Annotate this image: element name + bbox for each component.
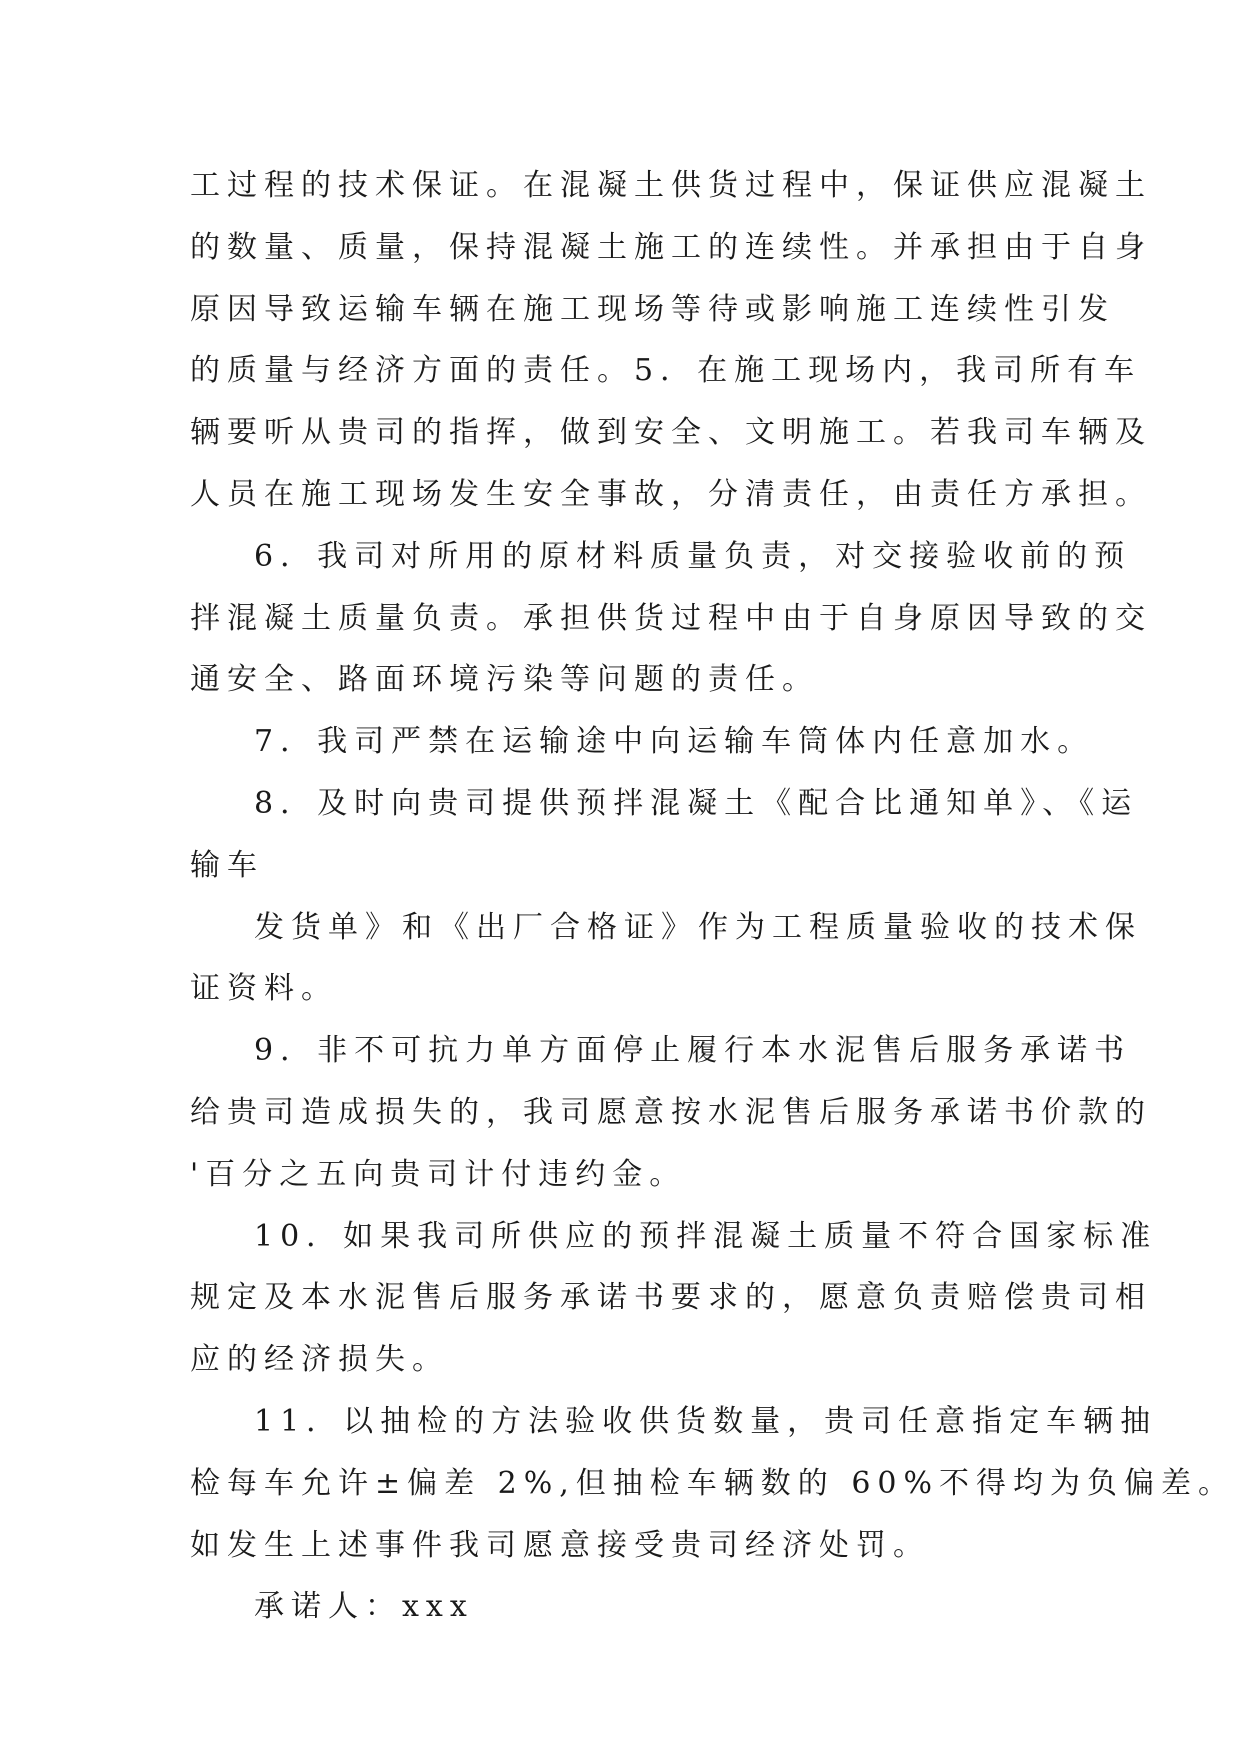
text-line: 输车 [190,847,264,883]
text-line: 给贵司造成损失的，我司愿意按水泥售后服务承诺书价款的 [190,1094,1152,1130]
paragraph-item-9: 9．非不可抗力单方面停止履行本水泥售后服务承诺书 [254,1033,1132,1069]
signatory-line: 承诺人：xxx [254,1589,474,1625]
text-line: 的数量、质量，保持混凝土施工的连续性。并承担由于自身 [190,229,1152,265]
paragraph-item-6: 6．我司对所用的原材料质量负责，对交接验收前的预 [254,538,1132,574]
text-line: 人员在施工现场发生安全事故，分清责任，由责任方承担。 [190,476,1152,512]
paragraph-item-8: 8．及时向贵司提供预拌混凝土《配合比通知单》、《运 [254,785,1139,821]
document-body [190,155,1236,1638]
text-line: 证资料。 [190,971,338,1007]
text-line: 辆要听从贵司的指挥，做到安全、文明施工。若我司车辆及 [190,415,1152,451]
text-line: 如发生上述事件我司愿意接受贵司经济处罚。 [190,1527,930,1563]
paragraph-item-11: 11．以抽检的方法验收供货数量，贵司任意指定车辆抽 [254,1403,1158,1439]
text-line: 通安全、路面环境污染等问题的责任。 [190,662,819,698]
text-line: 发货单》和《出厂合格证》作为工程质量验收的技术保 [254,909,1142,945]
text-line: 的质量与经济方面的责任。5．在施工现场内，我司所有车 [190,353,1142,389]
text-line: 规定及本水泥售后服务承诺书要求的，愿意负责赔偿贵司相 [190,1280,1152,1316]
text-line: '百分之五向贵司计付违约金。 [190,1156,687,1192]
text-line: 检每车允许±偏差 2%,但抽检车辆数的 60%不得均为负偏差。 [190,1465,1236,1501]
text-line: 工过程的技术保证。在混凝土供货过程中，保证供应混凝土 [190,168,1152,203]
text-line: 原因导致运输车辆在施工现场等待或影响施工连续性引发 [190,291,1115,327]
paragraph-item-7: 7．我司严禁在运输途中向运输车筒体内任意加水。 [254,724,1095,760]
text-line: 拌混凝土质量负责。承担供货过程中由于自身原因导致的交 [190,600,1152,636]
text-line: 应的经济损失。 [190,1342,449,1378]
paragraph-item-10: 10．如果我司所供应的预拌混凝土质量不符合国家标准 [254,1218,1158,1254]
